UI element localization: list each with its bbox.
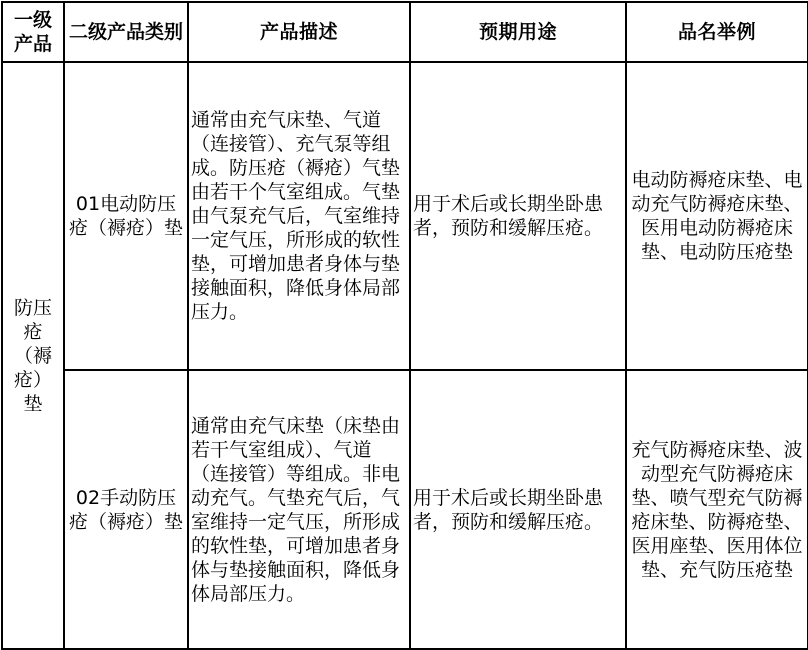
secondary-category-cell: 02手动防压疮（褥疮）垫	[64, 370, 188, 649]
header-secondary-category: 二级产品类别	[64, 2, 188, 62]
table-header-row	[2, 2, 808, 62]
header-product-description: 产品描述	[188, 2, 410, 62]
description-cell: 通常由充气床垫、气道（连接管）、充气泵等组成。防压疮（褥疮）气垫由若干个气室组成。气垫由气泵充气后，气室维持一定气压，所形成的软性垫，可增加患者身体与垫接触面积，降低身体局部压力。	[188, 62, 410, 370]
intended-use-cell: 用于术后或长期坐卧患者，预防和缓解压疮。	[410, 62, 626, 370]
header-primary-product: 一级产品	[2, 2, 64, 62]
secondary-category-cell: 01电动防压疮（褥疮）垫	[64, 62, 188, 370]
product-classification-table	[1, 1, 808, 650]
examples-cell: 充气防褥疮床垫、波动型充气防褥疮床垫、喷气型充气防褥疮床垫、防褥疮垫、医用座垫、医用体位垫、充气防压疮垫	[626, 370, 808, 649]
examples-cell: 电动防褥疮床垫、电动充气防褥疮床垫、医用电动防褥疮床垫、电动防压疮垫	[626, 62, 808, 370]
primary-category-cell: 防压疮（褥疮）垫	[2, 62, 64, 649]
intended-use-cell: 用于术后或长期坐卧患者，预防和缓解压疮。	[410, 370, 626, 649]
header-product-examples: 品名举例	[626, 2, 808, 62]
header-intended-use: 预期用途	[410, 2, 626, 62]
table-row	[2, 370, 808, 649]
table-row	[2, 62, 808, 370]
description-cell: 通常由充气床垫（床垫由若干气室组成）、气道（连接管）等组成。非电动充气。气垫充气后，气室维持一定气压，所形成的软性垫，可增加患者身体与垫接触面积，降低身体局部压力。	[188, 370, 410, 649]
